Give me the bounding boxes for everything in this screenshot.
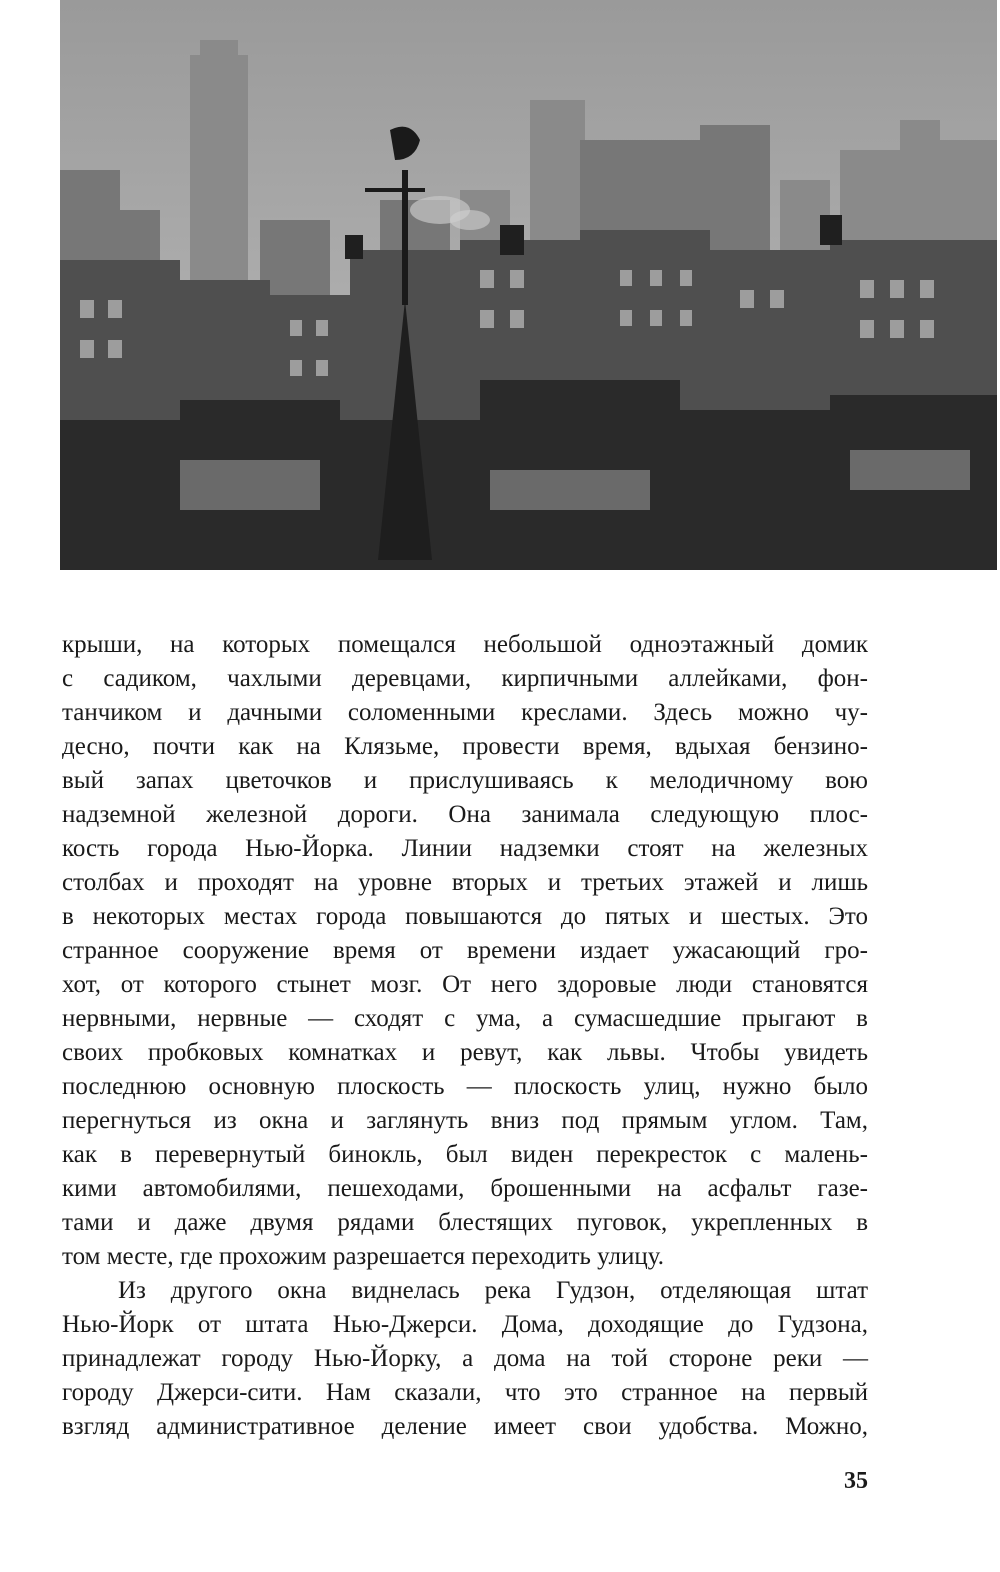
text-line: перегнуться из окна и заглянуть вниз под прямым углом. Там, (62, 1107, 868, 1134)
text-line: надземной железной дороги. Она занимала следующую плос- (62, 801, 868, 828)
text-line: вый запах цветочков и прислушиваясь к мелодичному вою (62, 767, 868, 794)
page-number: 35 (844, 1468, 868, 1494)
text-line: кость города Нью-Йорка. Линии надземки стоят на железных (62, 835, 868, 862)
text-line: городу Джерси-сити. Нам сказали, что это странное на первый (62, 1379, 868, 1406)
text-line: Нью-Йорк от штата Нью-Джерси. Дома, доходящие до Гудзона, (62, 1311, 868, 1338)
text-line: десно, почти как на Клязьме, провести время, вдыхая бензино- (62, 733, 868, 760)
body-text (62, 628, 868, 1444)
text-line: том месте, где прохожим разрешается переходить улицу. (62, 1243, 665, 1270)
text-line: кими автомобилями, пешеходами, брошенными на асфальт газе- (62, 1175, 868, 1202)
paragraph-2 (62, 1274, 868, 1444)
skyline-illustration (60, 0, 997, 570)
text-line: принадлежат городу Нью-Йорку, а дома на той стороне реки — (62, 1345, 868, 1372)
text-line: с садиком, чахлыми деревцами, кирпичными аллейками, фон- (62, 665, 868, 692)
text-line: тами и даже двумя рядами блестящих пуговок, укрепленных в (62, 1209, 868, 1236)
text-line: хот, от которого стынет мозг. От него здоровые люди становятся (62, 971, 868, 998)
city-skyline-photo (60, 0, 997, 570)
paragraph-1 (62, 628, 868, 1274)
text-line: странное сооружение время от времени издает ужасающий гро- (62, 937, 868, 964)
text-line: своих пробковых комнатках и ревут, как львы. Чтобы увидеть (62, 1039, 868, 1066)
text-line: последнюю основную плоскость — плоскость улиц, нужно было (62, 1073, 868, 1100)
text-line: танчиком и дачными соломенными креслами. Здесь можно чу- (62, 699, 868, 726)
text-line: в некоторых местах города повышаются до пятых и шестых. Это (62, 903, 868, 930)
text-line: как в перевернутый бинокль, был виден перекресток с малень- (62, 1141, 868, 1168)
text-line: нервными, нервные — сходят с ума, а сумасшедшие прыгают в (62, 1005, 868, 1032)
text-line: взгляд административное деление имеет свои удобства. Можно, (62, 1413, 868, 1440)
text-line: крыши, на которых помещался небольшой одноэтажный домик (62, 631, 868, 658)
text-line: столбах и проходят на уровне вторых и третьих этажей и лишь (62, 869, 868, 896)
text-line: Из другого окна виднелась река Гудзон, отделяющая штат (118, 1277, 868, 1304)
